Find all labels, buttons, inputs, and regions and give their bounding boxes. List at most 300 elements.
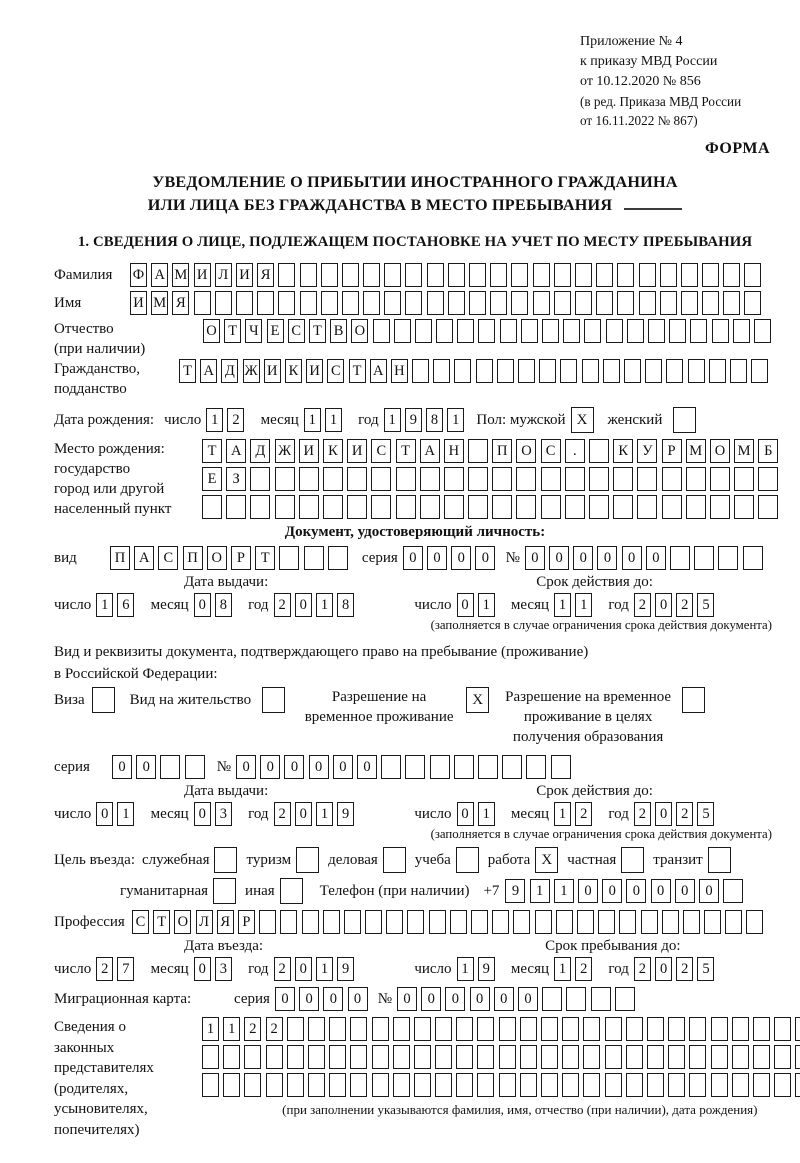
char-cell[interactable]: П [183,546,203,570]
char-cell[interactable]: А [420,439,440,463]
char-cell[interactable]: 9 [337,957,354,981]
char-cell[interactable] [647,1045,664,1069]
char-cell[interactable]: Т [255,546,275,570]
char-cell[interactable] [448,263,465,287]
char-cell[interactable] [393,1073,410,1097]
char-cell[interactable] [287,1017,304,1041]
char-cell[interactable]: О [203,319,220,343]
char-cell[interactable] [329,1045,346,1069]
char-cell[interactable] [454,755,474,779]
char-cell[interactable]: У [637,439,657,463]
char-cell[interactable] [744,263,761,287]
char-cell[interactable] [591,987,611,1011]
char-cell[interactable] [681,291,698,315]
char-cell[interactable]: 0 [655,593,672,617]
char-cell[interactable]: 1 [554,957,571,981]
char-cell[interactable] [626,1073,643,1097]
char-cell[interactable] [308,1045,325,1069]
char-cell[interactable]: 0 [295,802,312,826]
char-cell[interactable] [329,1073,346,1097]
char-cell[interactable]: Б [758,439,778,463]
purpose-option-checkbox[interactable] [456,847,479,873]
char-cell[interactable]: Д [221,359,238,383]
char-cell[interactable]: 8 [337,593,354,617]
char-cell[interactable] [477,1017,494,1041]
char-cell[interactable] [468,439,488,463]
char-cell[interactable] [308,1017,325,1041]
char-cell[interactable] [444,467,464,491]
char-cell[interactable] [583,1017,600,1041]
char-cell[interactable] [429,910,446,934]
char-cell[interactable]: 1 [384,408,401,432]
char-cell[interactable] [384,291,401,315]
char-cell[interactable] [710,467,730,491]
char-cell[interactable] [605,1073,622,1097]
char-cell[interactable] [648,319,665,343]
char-cell[interactable]: М [686,439,706,463]
char-cell[interactable] [347,495,367,519]
char-cell[interactable] [373,319,390,343]
char-cell[interactable]: 0 [457,593,474,617]
char-cell[interactable] [668,1045,685,1069]
char-cell[interactable]: 1 [554,879,574,903]
char-cell[interactable] [582,359,599,383]
char-cell[interactable] [468,495,488,519]
char-cell[interactable] [647,1073,664,1097]
char-cell[interactable]: 0 [626,879,646,903]
char-cell[interactable] [300,263,317,287]
char-cell[interactable] [753,1073,770,1097]
char-cell[interactable] [185,755,205,779]
char-cell[interactable] [433,359,450,383]
char-cell[interactable] [556,910,573,934]
char-cell[interactable] [275,467,295,491]
char-cell[interactable]: 2 [676,802,693,826]
char-cell[interactable] [615,987,635,1011]
char-cell[interactable] [732,1045,749,1069]
char-cell[interactable] [344,910,361,934]
char-cell[interactable]: 0 [451,546,471,570]
char-cell[interactable]: 0 [194,802,211,826]
char-cell[interactable] [329,1017,346,1041]
char-cell[interactable] [619,910,636,934]
char-cell[interactable] [308,1073,325,1097]
char-cell[interactable] [499,1073,516,1097]
char-cell[interactable]: 0 [597,546,617,570]
char-cell[interactable] [689,1073,706,1097]
char-cell[interactable]: 0 [655,802,672,826]
char-cell[interactable]: Р [231,546,251,570]
char-cell[interactable] [414,1073,431,1097]
char-cell[interactable] [637,467,657,491]
char-cell[interactable] [541,1017,558,1041]
char-cell[interactable] [371,467,391,491]
char-cell[interactable] [711,1045,728,1069]
char-cell[interactable] [469,263,486,287]
char-cell[interactable] [414,1017,431,1041]
char-cell[interactable] [702,291,719,315]
char-cell[interactable] [681,263,698,287]
char-cell[interactable] [712,319,729,343]
char-cell[interactable] [734,467,754,491]
char-cell[interactable] [577,910,594,934]
char-cell[interactable] [754,319,771,343]
char-cell[interactable]: 0 [427,546,447,570]
char-cell[interactable]: 0 [323,987,343,1011]
char-cell[interactable] [660,291,677,315]
char-cell[interactable]: 2 [676,593,693,617]
char-cell[interactable]: 0 [357,755,377,779]
char-cell[interactable]: С [158,546,178,570]
char-cell[interactable] [469,291,486,315]
char-cell[interactable] [257,291,274,315]
char-cell[interactable]: 0 [348,987,368,1011]
char-cell[interactable] [435,1017,452,1041]
char-cell[interactable]: П [110,546,130,570]
char-cell[interactable] [689,1017,706,1041]
char-cell[interactable] [533,291,550,315]
char-cell[interactable]: С [288,319,305,343]
char-cell[interactable]: 2 [227,408,244,432]
char-cell[interactable] [795,1045,800,1069]
char-cell[interactable]: 2 [676,957,693,981]
char-cell[interactable] [565,467,585,491]
char-cell[interactable]: 9 [505,879,525,903]
char-cell[interactable] [223,1045,240,1069]
char-cell[interactable] [412,359,429,383]
purpose-option-checkbox[interactable] [708,847,731,873]
char-cell[interactable] [323,495,343,519]
char-cell[interactable] [662,910,679,934]
char-cell[interactable] [396,467,416,491]
char-cell[interactable] [414,1045,431,1069]
char-cell[interactable]: З [226,467,246,491]
char-cell[interactable]: 0 [397,987,417,1011]
purpose-option-checkbox[interactable] [214,847,237,873]
char-cell[interactable]: 5 [697,957,714,981]
char-cell[interactable]: С [371,439,391,463]
char-cell[interactable] [669,319,686,343]
char-cell[interactable] [278,291,295,315]
char-cell[interactable] [215,291,232,315]
temp-residence-checkbox[interactable]: X [466,687,489,713]
char-cell[interactable] [328,546,348,570]
char-cell[interactable] [662,495,682,519]
char-cell[interactable] [626,1017,643,1041]
char-cell[interactable] [516,495,536,519]
char-cell[interactable] [405,755,425,779]
char-cell[interactable] [456,1073,473,1097]
char-cell[interactable]: 3 [215,957,232,981]
char-cell[interactable] [384,263,401,287]
char-cell[interactable] [372,1073,389,1097]
char-cell[interactable] [454,359,471,383]
char-cell[interactable] [427,263,444,287]
char-cell[interactable] [539,359,556,383]
char-cell[interactable] [279,546,299,570]
char-cell[interactable]: Д [250,439,270,463]
char-cell[interactable]: 1 [554,593,571,617]
char-cell[interactable] [436,319,453,343]
char-cell[interactable]: 0 [284,755,304,779]
char-cell[interactable] [637,495,657,519]
char-cell[interactable] [668,1017,685,1041]
char-cell[interactable]: 0 [295,593,312,617]
char-cell[interactable]: 6 [117,593,134,617]
char-cell[interactable] [774,1073,791,1097]
char-cell[interactable] [244,1073,261,1097]
char-cell[interactable] [202,1045,219,1069]
char-cell[interactable] [393,1017,410,1041]
char-cell[interactable] [500,319,517,343]
sex-male-checkbox[interactable]: X [571,407,594,433]
char-cell[interactable] [323,910,340,934]
char-cell[interactable] [711,1017,728,1041]
char-cell[interactable] [725,910,742,934]
char-cell[interactable]: Ж [243,359,260,383]
char-cell[interactable]: Т [224,319,241,343]
char-cell[interactable] [516,467,536,491]
char-cell[interactable] [626,1045,643,1069]
char-cell[interactable]: Р [662,439,682,463]
char-cell[interactable]: 2 [634,593,651,617]
char-cell[interactable]: 1 [223,1017,240,1041]
char-cell[interactable] [711,1073,728,1097]
char-cell[interactable] [709,359,726,383]
char-cell[interactable] [542,987,562,1011]
char-cell[interactable] [393,1045,410,1069]
char-cell[interactable] [521,319,538,343]
char-cell[interactable] [202,1073,219,1097]
char-cell[interactable] [732,1073,749,1097]
char-cell[interactable] [427,291,444,315]
char-cell[interactable] [511,263,528,287]
char-cell[interactable]: 2 [274,802,291,826]
char-cell[interactable]: 9 [405,408,422,432]
char-cell[interactable]: 1 [554,802,571,826]
char-cell[interactable] [627,319,644,343]
char-cell[interactable] [613,467,633,491]
char-cell[interactable]: О [516,439,536,463]
char-cell[interactable] [589,439,609,463]
char-cell[interactable]: О [207,546,227,570]
char-cell[interactable] [541,495,561,519]
char-cell[interactable]: Т [349,359,366,383]
char-cell[interactable]: М [734,439,754,463]
char-cell[interactable] [477,1073,494,1097]
char-cell[interactable] [541,467,561,491]
char-cell[interactable]: Е [202,467,222,491]
char-cell[interactable]: 0 [421,987,441,1011]
char-cell[interactable]: М [151,291,168,315]
char-cell[interactable] [596,263,613,287]
char-cell[interactable]: 0 [194,593,211,617]
char-cell[interactable] [420,495,440,519]
char-cell[interactable] [560,359,577,383]
char-cell[interactable] [350,1017,367,1041]
char-cell[interactable]: 2 [244,1017,261,1041]
char-cell[interactable] [492,910,509,934]
char-cell[interactable] [244,1045,261,1069]
char-cell[interactable]: 1 [206,408,223,432]
char-cell[interactable] [226,495,246,519]
char-cell[interactable] [435,1045,452,1069]
char-cell[interactable] [690,319,707,343]
char-cell[interactable] [365,910,382,934]
char-cell[interactable]: И [264,359,281,383]
char-cell[interactable]: К [285,359,302,383]
char-cell[interactable] [733,319,750,343]
char-cell[interactable] [639,263,656,287]
char-cell[interactable]: Н [444,439,464,463]
char-cell[interactable] [323,467,343,491]
char-cell[interactable] [535,910,552,934]
char-cell[interactable]: И [306,359,323,383]
char-cell[interactable] [321,263,338,287]
char-cell[interactable] [641,910,658,934]
char-cell[interactable] [598,910,615,934]
char-cell[interactable] [526,755,546,779]
char-cell[interactable] [386,910,403,934]
char-cell[interactable]: 0 [403,546,423,570]
char-cell[interactable] [259,910,276,934]
char-cell[interactable] [751,359,768,383]
char-cell[interactable] [456,1045,473,1069]
char-cell[interactable] [723,291,740,315]
char-cell[interactable] [407,910,424,934]
char-cell[interactable] [723,879,743,903]
char-cell[interactable]: 1 [457,957,474,981]
char-cell[interactable]: Ж [275,439,295,463]
char-cell[interactable]: И [236,263,253,287]
char-cell[interactable]: 2 [634,802,651,826]
char-cell[interactable] [746,910,763,934]
char-cell[interactable] [415,319,432,343]
char-cell[interactable] [645,359,662,383]
char-cell[interactable]: 0 [136,755,156,779]
char-cell[interactable] [575,291,592,315]
char-cell[interactable]: Т [153,910,170,934]
char-cell[interactable]: 1 [117,802,134,826]
char-cell[interactable]: 1 [304,408,321,432]
char-cell[interactable]: Т [396,439,416,463]
char-cell[interactable] [617,263,634,287]
char-cell[interactable] [448,291,465,315]
char-cell[interactable]: И [194,263,211,287]
char-cell[interactable] [744,291,761,315]
char-cell[interactable]: Л [196,910,213,934]
char-cell[interactable] [662,467,682,491]
char-cell[interactable]: 0 [299,987,319,1011]
purpose-option-checkbox[interactable] [621,847,644,873]
char-cell[interactable] [666,359,683,383]
char-cell[interactable] [606,319,623,343]
char-cell[interactable]: 0 [194,957,211,981]
char-cell[interactable] [704,910,721,934]
char-cell[interactable]: 1 [316,957,333,981]
char-cell[interactable] [490,263,507,287]
char-cell[interactable]: Н [391,359,408,383]
char-cell[interactable]: 1 [202,1017,219,1041]
char-cell[interactable] [743,546,763,570]
char-cell[interactable] [299,467,319,491]
char-cell[interactable] [689,1045,706,1069]
char-cell[interactable]: 0 [651,879,671,903]
char-cell[interactable]: К [323,439,343,463]
char-cell[interactable]: Ч [245,319,262,343]
char-cell[interactable] [583,1073,600,1097]
purpose-option-checkbox[interactable] [213,878,236,904]
char-cell[interactable] [624,359,641,383]
char-cell[interactable] [613,495,633,519]
char-cell[interactable] [372,1017,389,1041]
char-cell[interactable] [363,291,380,315]
char-cell[interactable]: И [130,291,147,315]
char-cell[interactable]: О [710,439,730,463]
char-cell[interactable]: 2 [575,802,592,826]
char-cell[interactable] [565,495,585,519]
char-cell[interactable] [250,467,270,491]
char-cell[interactable] [686,467,706,491]
char-cell[interactable] [478,755,498,779]
char-cell[interactable]: 0 [112,755,132,779]
char-cell[interactable] [492,495,512,519]
char-cell[interactable] [562,1045,579,1069]
char-cell[interactable] [342,291,359,315]
char-cell[interactable] [710,495,730,519]
temp-residence-edu-checkbox[interactable] [682,687,705,713]
char-cell[interactable]: 0 [525,546,545,570]
char-cell[interactable] [753,1017,770,1041]
char-cell[interactable]: 0 [602,879,622,903]
char-cell[interactable] [688,359,705,383]
char-cell[interactable]: 1 [575,593,592,617]
char-cell[interactable] [476,359,493,383]
char-cell[interactable]: А [200,359,217,383]
char-cell[interactable] [236,291,253,315]
char-cell[interactable]: Л [215,263,232,287]
char-cell[interactable]: Я [217,910,234,934]
char-cell[interactable]: 0 [573,546,593,570]
char-cell[interactable] [520,1073,537,1097]
char-cell[interactable]: 0 [699,879,719,903]
char-cell[interactable] [266,1073,283,1097]
char-cell[interactable] [758,495,778,519]
char-cell[interactable]: 0 [275,987,295,1011]
char-cell[interactable] [435,1073,452,1097]
char-cell[interactable] [520,1045,537,1069]
char-cell[interactable] [647,1017,664,1041]
char-cell[interactable]: 1 [316,802,333,826]
char-cell[interactable] [575,263,592,287]
char-cell[interactable]: С [132,910,149,934]
char-cell[interactable] [513,910,530,934]
char-cell[interactable] [342,263,359,287]
char-cell[interactable] [683,910,700,934]
char-cell[interactable]: 0 [578,879,598,903]
char-cell[interactable]: 0 [333,755,353,779]
char-cell[interactable] [718,546,738,570]
char-cell[interactable] [456,1017,473,1041]
char-cell[interactable] [321,291,338,315]
char-cell[interactable]: 1 [478,593,495,617]
char-cell[interactable]: 0 [309,755,329,779]
char-cell[interactable]: 2 [266,1017,283,1041]
purpose-option-checkbox[interactable] [280,878,303,904]
char-cell[interactable] [420,467,440,491]
char-cell[interactable] [287,1073,304,1097]
char-cell[interactable]: М [172,263,189,287]
